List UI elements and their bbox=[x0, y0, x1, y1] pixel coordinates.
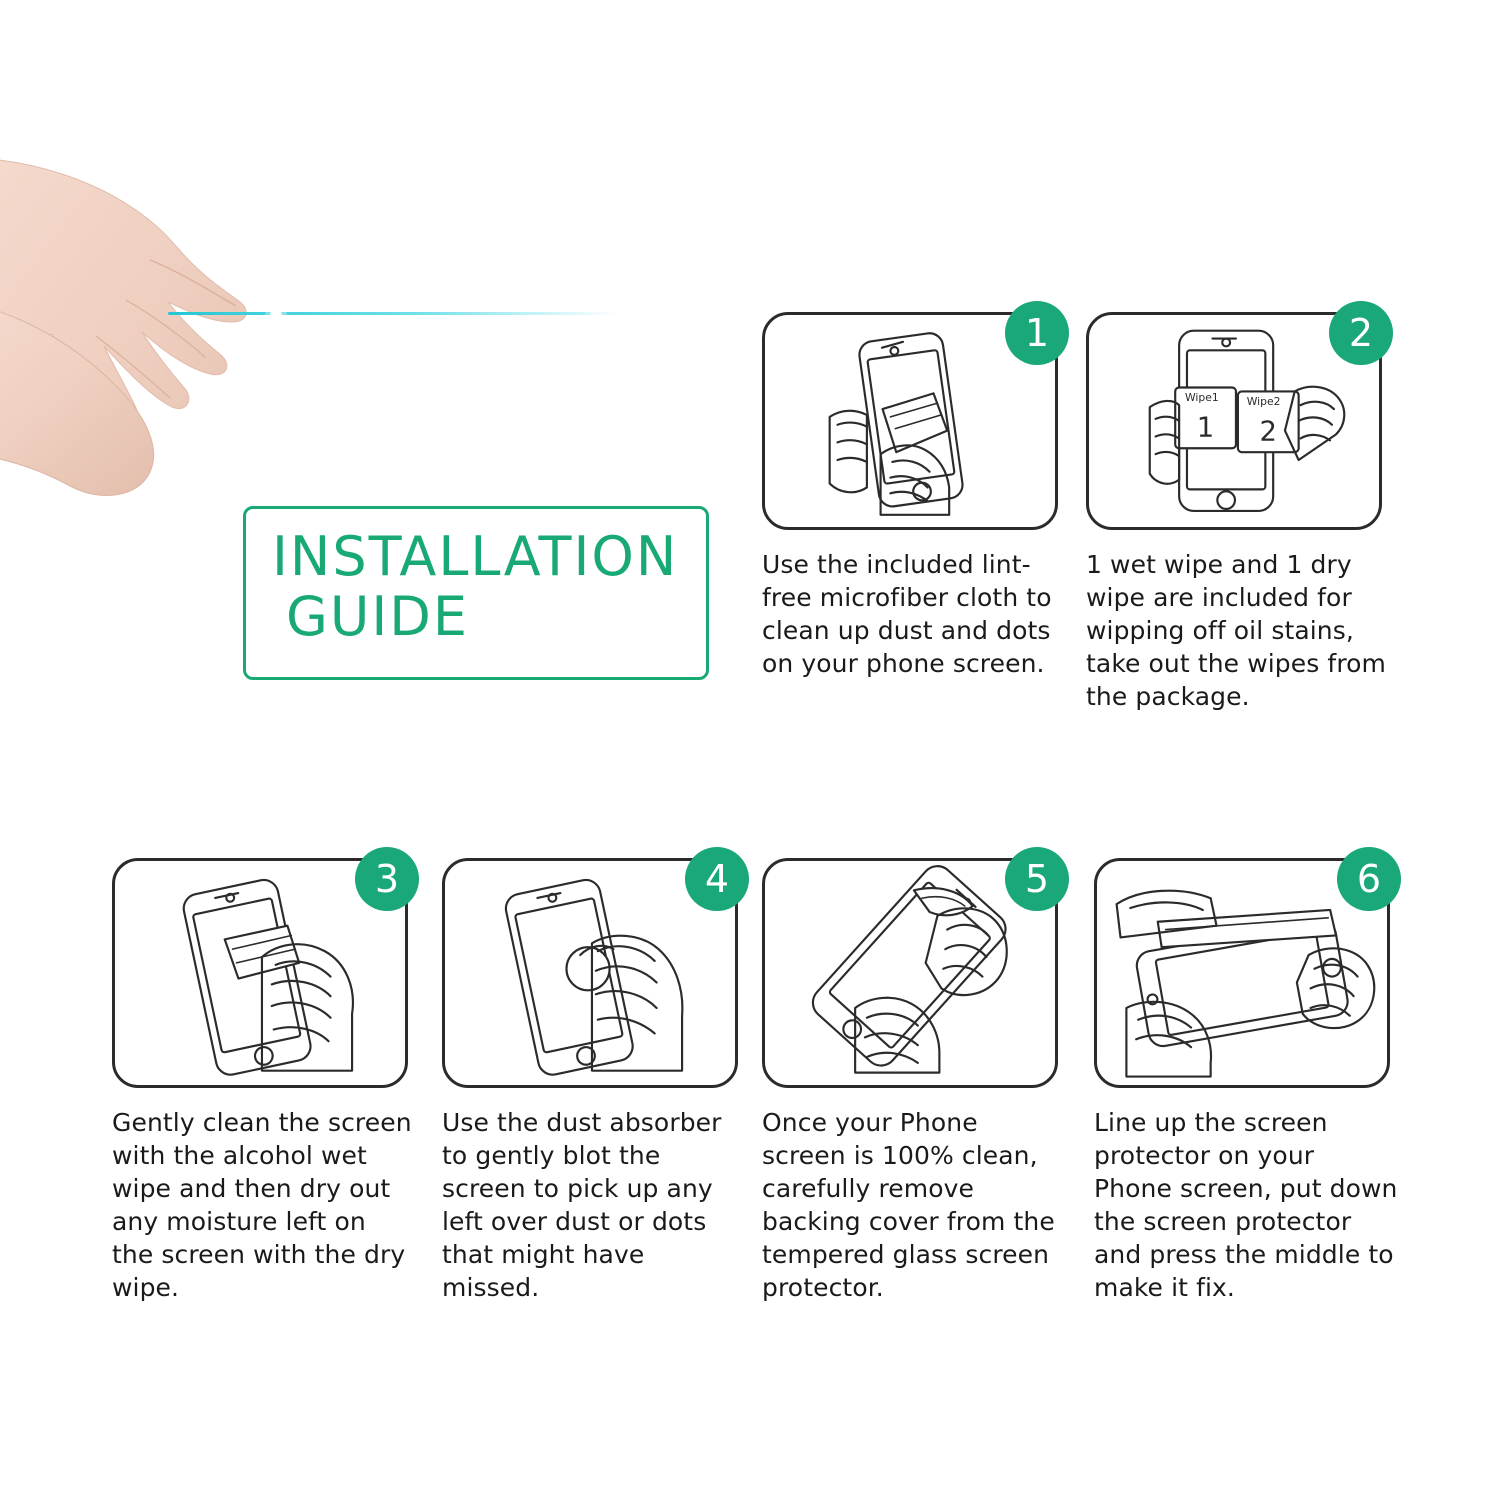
step-6-caption: Line up the screen protector on your Phone screen, put down the screen protector and press the middle to make it fix. bbox=[1094, 1108, 1398, 1302]
step-2-panel bbox=[1086, 312, 1382, 530]
step-6-panel bbox=[1094, 858, 1390, 1088]
step-3 bbox=[112, 858, 412, 1304]
page-title bbox=[243, 506, 709, 680]
step-6-badge: 6 bbox=[1337, 847, 1401, 911]
hand-wiping-phone-screen-icon bbox=[115, 861, 405, 1086]
title-line-1: INSTALLATION bbox=[272, 525, 679, 588]
tempered-glass-edge bbox=[168, 312, 618, 315]
svg-text:Wipe1: Wipe1 bbox=[1185, 391, 1219, 405]
aligning-screen-protector-on-phone-icon bbox=[1097, 861, 1387, 1086]
step-5-badge: 5 bbox=[1005, 847, 1069, 911]
step-3-caption: Gently clean the screen with the alcohol wet wipe and then dry out any moisture left on the screen with the dry wipe. bbox=[112, 1108, 412, 1302]
phone-with-microfiber-cloth-icon bbox=[765, 315, 1055, 529]
step-1 bbox=[762, 312, 1062, 680]
title-line-2: GUIDE bbox=[286, 585, 469, 649]
svg-text:1: 1 bbox=[1196, 412, 1215, 444]
phone-with-wet-and-dry-wipe-packets-icon bbox=[1089, 315, 1379, 529]
step-5-caption: Once your Phone screen is 100% clean, carefully remove backing cover from the tempered glass screen protector. bbox=[762, 1108, 1055, 1302]
step-4-badge: 4 bbox=[685, 847, 749, 911]
sparkle-icon bbox=[248, 288, 304, 344]
step-5-panel bbox=[762, 858, 1058, 1088]
svg-text:2: 2 bbox=[1259, 416, 1277, 448]
step-3-badge: 3 bbox=[355, 847, 419, 911]
step-4-panel bbox=[442, 858, 738, 1088]
step-2-badge: 2 bbox=[1329, 301, 1393, 365]
svg-text:Wipe2: Wipe2 bbox=[1246, 395, 1281, 409]
step-4-caption: Use the dust absorber to gently blot the screen to pick up any left over dust or dots that might have missed. bbox=[442, 1108, 722, 1302]
step-6 bbox=[1094, 858, 1400, 1304]
dust-absorber-sticker-on-phone-icon bbox=[445, 861, 735, 1086]
step-1-panel bbox=[762, 312, 1058, 530]
step-4 bbox=[442, 858, 742, 1304]
step-2-caption: 1 wet wipe and 1 dry wipe are included for wipping off oil stains, take out the wipes from the package. bbox=[1086, 550, 1386, 711]
step-1-caption: Use the included lint-free microfiber cloth to clean up dust and dots on your phone screen. bbox=[762, 550, 1052, 678]
step-3-panel bbox=[112, 858, 408, 1088]
step-1-badge: 1 bbox=[1005, 301, 1069, 365]
step-2 bbox=[1086, 312, 1386, 713]
step-5 bbox=[762, 858, 1062, 1304]
peeling-backing-cover-from-glass-icon bbox=[765, 861, 1055, 1086]
